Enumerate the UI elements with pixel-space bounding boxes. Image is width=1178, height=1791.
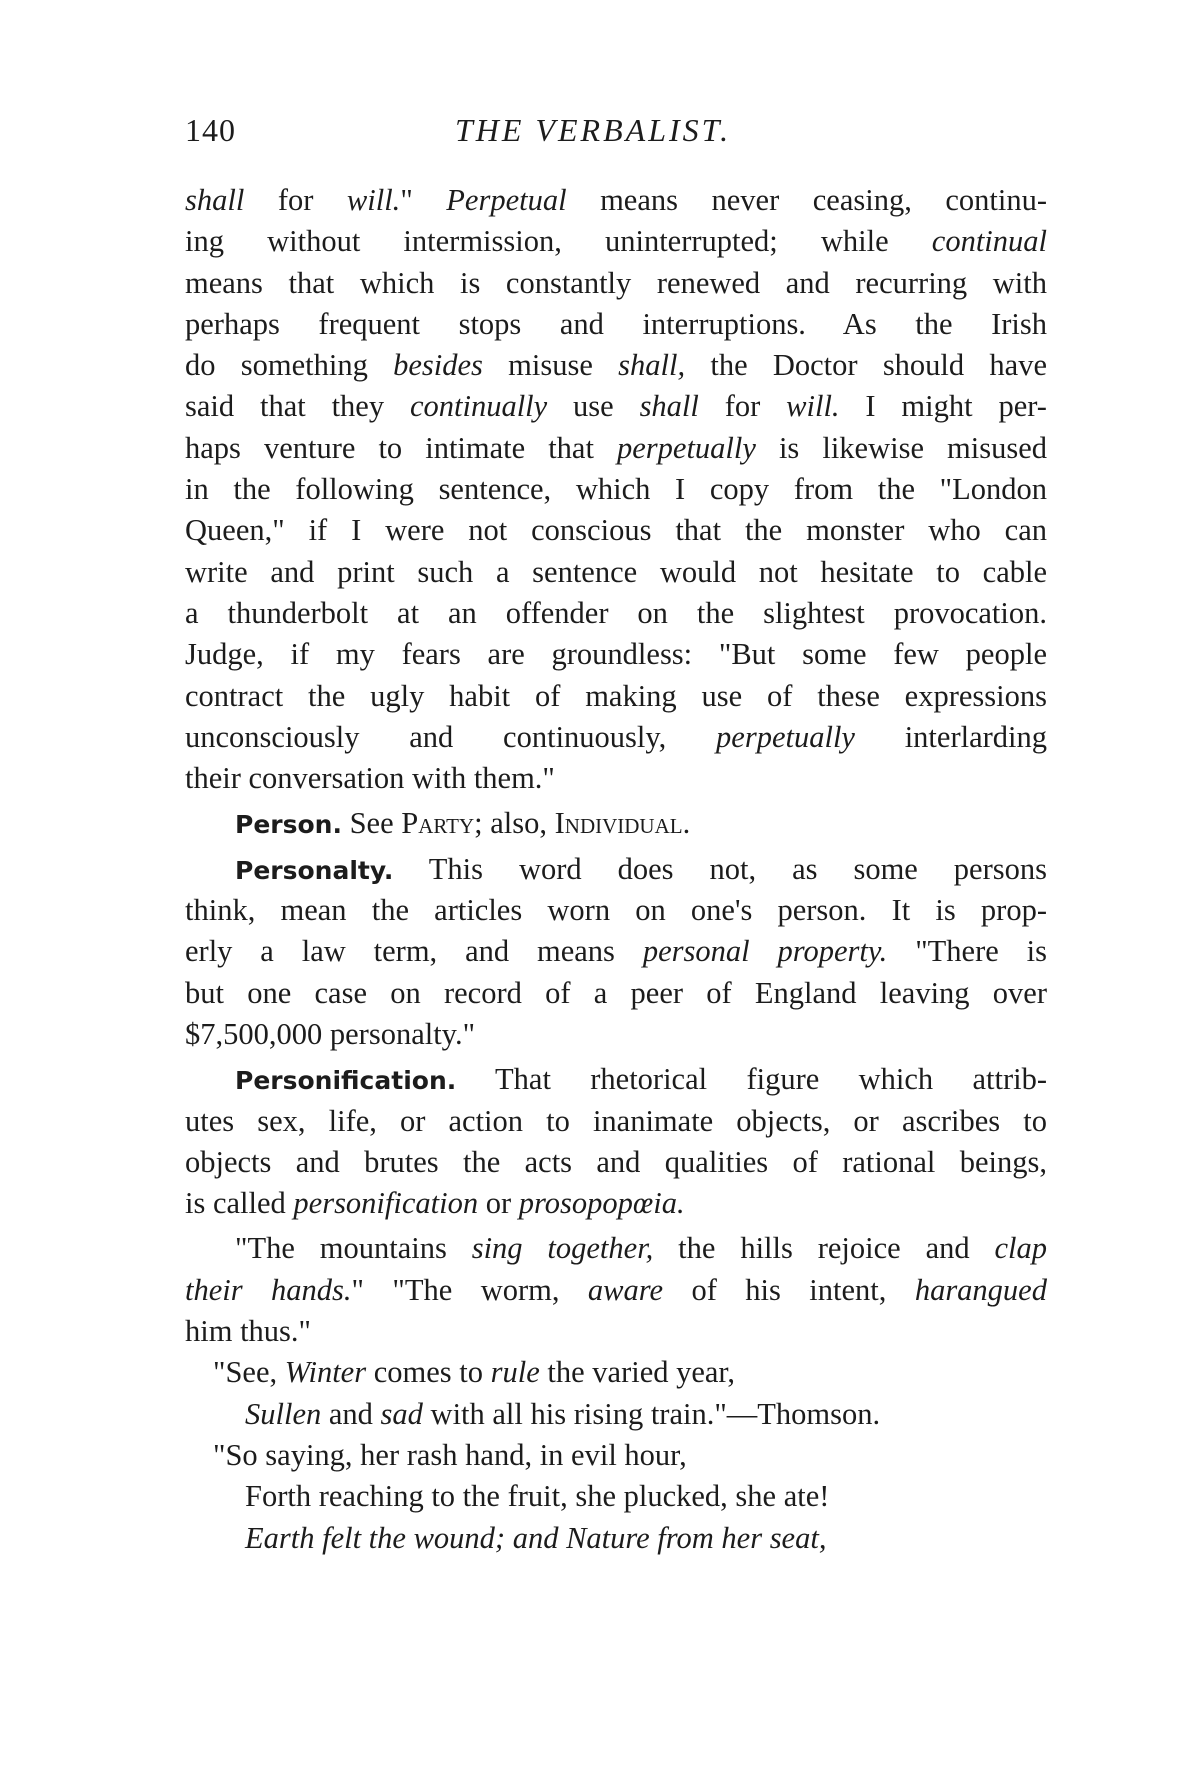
text-line: do something besides misuse shall, the Doctor should have [185,348,1047,383]
text-line: utes sex, life, or action to inanimate objects, or ascribes to [185,1103,1047,1138]
verse-line: Forth reaching to the fruit, she plucked, she ate! [245,1479,830,1514]
text-line: ing without intermission, uninterrupted; while continual [185,224,1047,259]
text-line: Queen," if I were not conscious that the monster who can [185,513,1047,548]
text-line: means that which is constantly renewed and recurring with [185,265,1047,300]
entry-person: Person. See Party; also, Individual. [235,806,691,841]
text-line: "The mountains sing together, the hills rejoice and clap [235,1231,1047,1266]
entry-personification: Personification. That rhetorical figure which attrib- [235,1062,1047,1097]
text-line: write and print such a sentence would not hesitate to cable [185,554,1047,589]
verse-line: Sullen and sad with all his rising train."—Thomson. [245,1396,881,1431]
verse-line: "So saying, her rash hand, in evil hour, [213,1437,687,1472]
text-line: haps venture to intimate that perpetually is likewise misused [185,430,1047,465]
headword: Personification. [235,1066,457,1096]
text-line: think, mean the articles worn on one's person. It is prop- [185,893,1047,928]
text-line: Judge, if my fears are groundless: "But some few people [185,637,1047,672]
text-line: objects and brutes the acts and qualities of rational beings, [185,1144,1047,1179]
running-head: THE VERBALIST. [455,112,732,148]
body-text [185,180,1047,1559]
headword: Personalty. [235,855,394,885]
page-header [185,112,1055,162]
text-line: a thunderbolt at an offender on the slightest provocation. [185,595,1047,630]
text-line: $7,500,000 personalty." [185,1016,476,1051]
verse-line: Earth felt the wound; and Nature from her seat, [245,1520,827,1555]
entry-personalty: Personalty. This word does not, as some persons [235,851,1047,886]
text-line: their hands." "The worm, aware of his intent, harangued [185,1272,1047,1307]
text-line: but one case on record of a peer of England leaving over [185,975,1047,1010]
text-line: said that they continually use shall for will. I might per- [185,389,1047,424]
text-line: erly a law term, and means personal property. "There is [185,934,1047,969]
text-line: unconsciously and continuously, perpetually interlarding [185,719,1047,754]
text-line: him thus." [185,1314,311,1349]
text-line: shall for will." Perpetual means never ceasing, continu- [185,183,1047,217]
text-line: their conversation with them." [185,761,555,796]
page-number: 140 [185,112,236,148]
text-line: is called personification or prosopopœia. [185,1186,685,1221]
verse-line: "See, Winter comes to rule the varied year, [213,1355,735,1390]
text-line: contract the ugly habit of making use of these expressions [185,678,1047,713]
headword: Person. [235,810,342,840]
text-line: in the following sentence, which I copy from the "London [185,472,1047,507]
text-line: perhaps frequent stops and interruptions. As the Irish [185,306,1047,341]
